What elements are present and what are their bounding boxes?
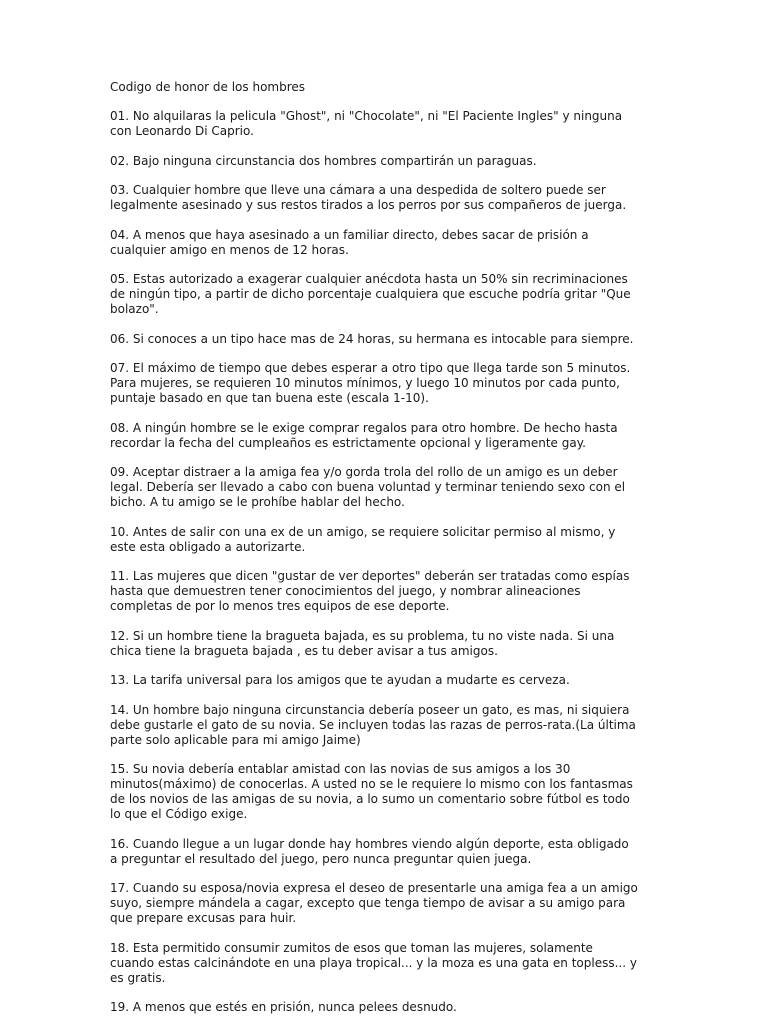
rule-07: 07. El máximo de tiempo que debes esperar a otro tipo que llega tarde son 5 minutos. Para mujeres, se requieren 10 minutos mínimos, y luego 10 minutos por cada punto, puntaje basado en que tan buena este (escala 1-10).: [110, 361, 631, 405]
rule-15: 15. Su novia debería entablar amistad con las novias de sus amigos a los 30 minutos(máximo) de conocerlas. A usted no se le requiere lo mismo con los fantasmas de los novios de las amigas de su novia, a lo sumo un comentario sobre fútbol es todo lo que el Código exige.: [110, 762, 633, 821]
rule-12: 12. Si un hombre tiene la bragueta bajada, es su problema, tu no viste nada. Si una chica tiene la bragueta bajada , es tu deber avisar a tus amigos.: [110, 628, 615, 658]
rule-09: 09. Aceptar distraer a la amiga fea y/o gorda trola del rollo de un amigo es un deber legal. Debería ser llevado a cabo con buena voluntad y terminar teniendo sexo con el bicho. A tu amigo se le prohíbe hablar del hecho.: [110, 465, 626, 509]
rule-14: 14. Un hombre bajo ninguna circunstancia debería poseer un gato, es mas, ni siquiera debe gustarle el gato de su novia. Se incluyen todas las razas de perros-rata.(La última parte solo aplicable para mi amigo Jaime): [110, 702, 636, 747]
rule-16: 16. Cuando llegue a un lugar donde hay hombres viendo algún deporte, esta obligado a preguntar el resultado del juego, pero nunca preguntar quien juega.: [110, 836, 629, 866]
document-title: Codigo de honor de los hombres: [110, 80, 306, 94]
rule-06: 06. Si conoces a un tipo hace mas de 24 horas, su hermana es intocable para siempre.: [110, 331, 634, 346]
document-page: [110, 80, 638, 1030]
rule-01: 01. No alquilaras la pelicula "Ghost", ni "Chocolate", ni "El Paciente Ingles" y ninguna con Leonardo Di Caprio.: [110, 109, 623, 138]
rule-03: 03. Cualquier hombre que lleve una cámara a una despedida de soltero puede ser legalmente asesinado y sus restos tirados a los perros por sus compañeros de juerga.: [110, 183, 627, 212]
rule-17: 17. Cuando su esposa/novia expresa el deseo de presentarle una amiga fea a un amigo suyo, siempre mándela a cagar, excepto que tenga tiempo de avisar a su amigo para que prepare excusas para huir.: [110, 881, 638, 925]
rule-13: 13. La tarifa universal para los amigos que te ayudan a mudarte es cerveza.: [110, 673, 570, 687]
rule-18: 18. Esta permitido consumir zumitos de esos que toman las mujeres, solamente cuando estas calcinándote en una playa tropical... y la moza es una gata en topless... y es gratis.: [110, 940, 637, 985]
rule-08: 08. A ningún hombre se le exige comprar regalos para otro hombre. De hecho hasta recordar la fecha del cumpleaños es estrictamente opcional y ligeramente gay.: [110, 420, 618, 450]
rule-02: 02. Bajo ninguna circunstancia dos hombres compartirán un paraguas.: [110, 153, 537, 168]
rule-05: 05. Estas autorizado a exagerar cualquier anécdota hasta un 50% sin recriminaciones de ningún tipo, a partir de dicho porcentaje cualquiera que escuche podría gritar "Que bolazo".: [110, 272, 631, 316]
rule-10: 10. Antes de salir con una ex de un amigo, se requiere solicitar permiso al mismo, y este esta obligado a autorizarte.: [110, 524, 616, 554]
rule-19: 19. A menos que estés en prisión, nunca pelees desnudo.: [110, 1000, 457, 1014]
rule-11: 11. Las mujeres que dicen "gustar de ver deportes" deberán ser tratadas como espías hasta que demuestren tener conocimientos del juego, y nombrar alineaciones completas de por lo menos tres equipos de ese deporte.: [110, 569, 630, 613]
rule-04: 04. A menos que haya asesinado a un familiar directo, debes sacar de prisión a cualquier amigo en menos de 12 horas.: [110, 227, 589, 257]
